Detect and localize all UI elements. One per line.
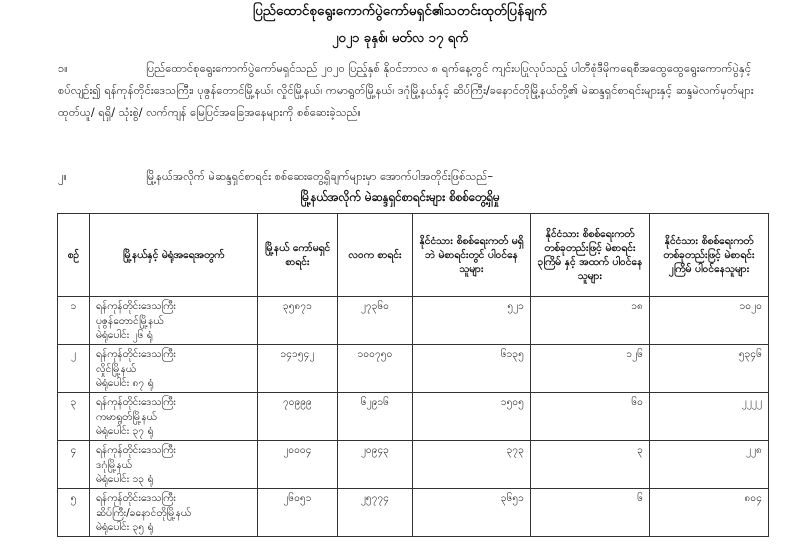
- cell-region: ရန်ကုန်တိုင်းဒေသကြီး: [96, 300, 176, 312]
- header-three-times: နိုင်ငံသား စိစစ်ရေးကတ် တစ်ခုတည်းဖြင့် မဲစာရင်း ၃ကြိမ် နှင့် အထက် ပါဝင်နေသူများ: [531, 214, 650, 297]
- cell-serial: ၃: [58, 393, 90, 441]
- paragraph-2-text: မြို့နယ်အလိုက် မဲဆန္ဒရှင်စာရင်း စစ်ဆေးတွေ့ရှိချက်များမှာ အောက်ပါအတိုင်းဖြစ်သည်–: [146, 170, 493, 183]
- cell-stations: မဲရုံပေါင်း ၃၇ ရုံ: [96, 425, 154, 437]
- cell-township-name: ဆိပ်ကြီး/ခနောင်တိုမြို့နယ်: [96, 506, 191, 519]
- cell-township-name: လှိုင်မြို့နယ်: [96, 362, 136, 375]
- header-two-times: နိုင်ငံသား စိစစ်ရေးကတ် တစ်ခုတည်းဖြင့် မဲစာရင်း ၂ကြိမ် ပါဝင်နေသူများ: [650, 214, 769, 297]
- cell-three-times: ၆: [531, 489, 650, 537]
- cell-stations: မဲရုံပေါင်း ၈၇ ရုံ: [96, 377, 154, 389]
- cell-township: [90, 297, 258, 345]
- table-row: [58, 489, 769, 537]
- header-serial: စဉ်: [58, 214, 90, 297]
- header-township: မြို့နယ်နှင့် မဲရုံအရေအတွက်: [90, 214, 258, 297]
- header-commission-list: မြို့နယ် ကော်မရှင် စာရင်း: [258, 214, 338, 297]
- cell-township: [90, 393, 258, 441]
- cell-serial: ၂: [58, 345, 90, 393]
- table-row: [58, 345, 769, 393]
- cell-no-card: ၁၅၀၅: [413, 393, 531, 441]
- cell-immigration: ၂၅၇၇၄: [338, 489, 413, 537]
- paragraph-2: [58, 166, 763, 188]
- paragraph-1-text: ပြည်ထောင်စုရွေးကောက်ပွဲကော်မရှင်သည် ၂၀၂၀ ပြည့်နှစ် နိုဝင်ဘာလ ၈ ရက်နေ့တွင် ကျင်းပပြုလုပ်သည့် ပါတီစုံဒီမိုကရေစီအထွေထွေရွေးကောက်ပွဲနှင့်စပ်လျဉ်း၍ ရန်ကုန်တိုင်းဒေသကြီး၊ ပုဇွန်တောင်မြို့နယ်၊ လှိုင်မြို့နယ်၊ ကမာရွတ်မြို့နယ်၊ ဒဂုံမြို့နယ်နှင့် ဆိပ်ကြီး/ခနောင်တိုမြို့နယ်တို့၏ မဲဆန္ဒရှင်စာရင်းများနှင့် ဆန္ဒမဲလက်မှတ်များ ထုတ်ယူ/ ရရှိ/ သုံးစွဲ/ လက်ကျန် မြေပြင်အခြေအနေများကို စစ်ဆေးခဲ့သည်။: [58, 62, 754, 119]
- cell-stations: မဲရုံပေါင်း ၃၅ ရုံ: [96, 521, 154, 533]
- cell-no-card: ၆၁၃၅: [413, 345, 531, 393]
- document-title: ပြည်ထောင်စုရွေးကောက်ပွဲကော်မရှင်၏သတင်းထုတ်ပြန်ချက်: [252, 3, 548, 19]
- cell-three-times: ၁၈: [531, 297, 650, 345]
- cell-three-times: ၃: [531, 441, 650, 489]
- cell-no-card: ၃၆၅၁: [413, 489, 531, 537]
- cell-stations: မဲရုံပေါင်း ၂၆ ရုံ: [96, 329, 153, 341]
- cell-immigration: ၆၂၉၁၆: [338, 393, 413, 441]
- cell-region: ရန်ကုန်တိုင်းဒေသကြီး: [96, 444, 176, 456]
- cell-commission: ၃၅၈၇၁: [258, 297, 338, 345]
- cell-township-name: ဒဂုံမြို့နယ်: [96, 458, 132, 471]
- table-row: [58, 441, 769, 489]
- cell-two-times: ၂၂၈: [650, 441, 769, 489]
- cell-township-name: ပုဇွန်တောင်မြို့နယ်: [96, 314, 164, 327]
- cell-immigration: ၂၇၃၆၀: [338, 297, 413, 345]
- cell-immigration: ၁၀၀၇၅၀: [338, 345, 413, 393]
- cell-serial: ၄: [58, 441, 90, 489]
- header-no-card: နိုင်ငံသား စိစစ်ရေးကတ် မရှိဘဲ မဲစာရင်းတွင် ပါဝင်နေသူများ: [413, 214, 531, 297]
- cell-two-times: ၂၂၂၂: [650, 393, 769, 441]
- cell-township: [90, 489, 258, 537]
- paragraph-1-number: ၁။: [58, 62, 68, 75]
- cell-region: ရန်ကုန်တိုင်းဒေသကြီး: [96, 348, 176, 360]
- cell-region: ရန်ကုန်တိုင်းဒေသကြီး: [96, 396, 176, 408]
- cell-two-times: ၅၃၄၆: [650, 345, 769, 393]
- table-row: [58, 297, 769, 345]
- cell-no-card: ၃၇၃: [413, 441, 531, 489]
- table-header-row: [58, 214, 769, 297]
- cell-commission: ၂၀၀၀၄: [258, 441, 338, 489]
- cell-township: [90, 441, 258, 489]
- cell-township: [90, 345, 258, 393]
- voter-list-table: [57, 213, 769, 537]
- cell-commission: ၂၆၀၅၁: [258, 489, 338, 537]
- cell-region: ရန်ကုန်တိုင်းဒေသကြီး: [96, 492, 176, 504]
- cell-stations: မဲရုံပေါင်း ၁၃ ရုံ: [96, 473, 154, 485]
- cell-serial: ၅: [58, 489, 90, 537]
- paragraph-2-number: ၂။: [58, 170, 67, 183]
- table-row: [58, 393, 769, 441]
- document-date: ၂၀၂၁ ခုနှစ်၊ မတ်လ ၁၇ ရက်: [332, 31, 468, 46]
- cell-township-name: ကမာရွတ်မြို့နယ်: [96, 410, 157, 423]
- table-title: မြို့နယ်အလိုက် မဲဆန္ဒရှင်စာရင်းများ စိစစ်တွေ့ရှိမှု: [300, 190, 500, 204]
- cell-two-times: ၁၀၂၀: [650, 297, 769, 345]
- cell-commission: ၇၀၉၉၉: [258, 393, 338, 441]
- cell-two-times: ၈၀၄: [650, 489, 769, 537]
- cell-commission: ၁၄၁၅၄၂: [258, 345, 338, 393]
- cell-serial: ၁: [58, 297, 90, 345]
- cell-three-times: ၆၀: [531, 393, 650, 441]
- paragraph-1: [58, 58, 763, 124]
- header-immigration-list: လဝက စာရင်း: [338, 214, 413, 297]
- cell-no-card: ၅၂၁: [413, 297, 531, 345]
- cell-three-times: ၁၂၆: [531, 345, 650, 393]
- cell-immigration: ၂၀၉၄၃: [338, 441, 413, 489]
